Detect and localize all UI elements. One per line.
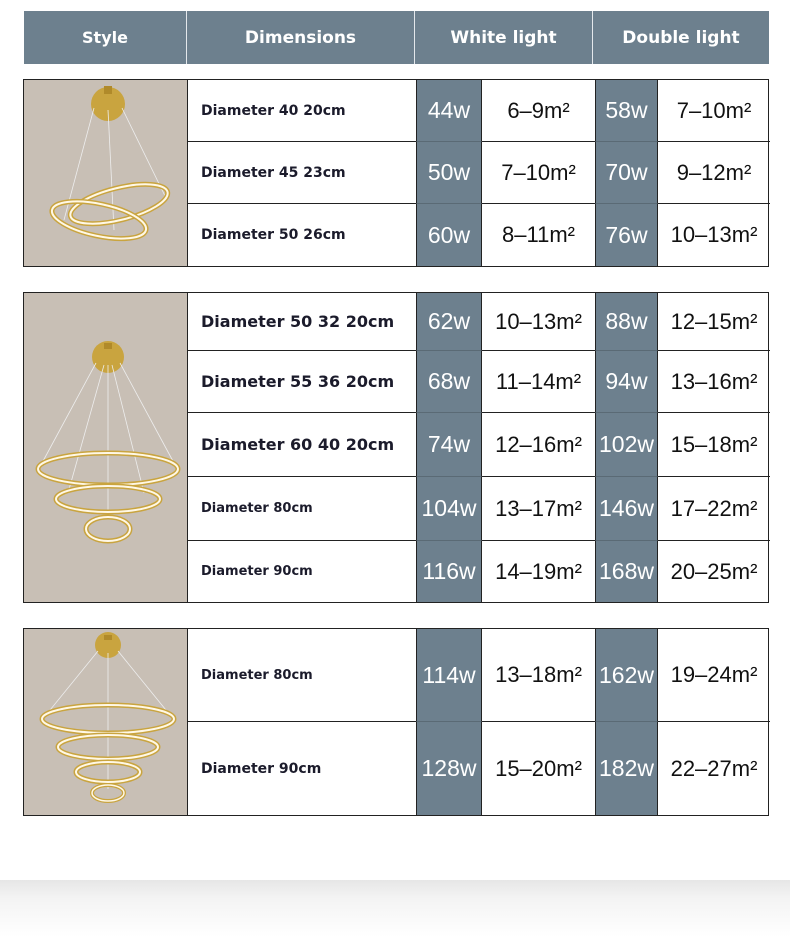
- product-image-four-ring: [24, 629, 188, 815]
- dimension-cell: Diameter 45 23cm: [188, 142, 416, 204]
- double-light-area: 10–13m²: [670, 222, 758, 247]
- dimension-cell: Diameter 80cm: [188, 629, 416, 722]
- double-light-wattage: 94w: [595, 351, 658, 413]
- product-image-two-ring: [24, 80, 188, 266]
- double-light-area: 13–16m²: [658, 351, 770, 413]
- double-light-wattage: 162w: [595, 629, 658, 722]
- double-light-area: 12–15m²: [658, 293, 770, 351]
- dimension-cell: Diameter 90cm: [201, 760, 322, 777]
- double-light-area: 20–25m²: [670, 558, 758, 584]
- double-light-wattage: 58w: [595, 80, 658, 142]
- double-light-wattage: 76w: [595, 204, 658, 266]
- white-light-area: 12–16m²: [482, 413, 595, 477]
- double-light-area: 7–10m²: [658, 80, 770, 142]
- table-header: [24, 11, 769, 64]
- white-light-area: 7–10m²: [482, 142, 595, 204]
- dimension-cell: Diameter 55 36 20cm: [188, 351, 416, 413]
- spec-group-3: [23, 628, 769, 816]
- double-light-area: 22–27m²: [670, 755, 758, 781]
- double-light-wattage: 88w: [595, 293, 658, 351]
- dimension-cell: Diameter 90cm: [201, 564, 313, 579]
- dimension-cell: Diameter 50 32 20cm: [188, 293, 416, 351]
- product-image-three-ring: [24, 293, 188, 602]
- footer-shadow-band: [0, 880, 790, 937]
- dimension-cell: Diameter 80cm: [188, 477, 416, 541]
- double-light-wattage: 70w: [595, 142, 658, 204]
- white-light-wattage: 114w: [416, 629, 482, 722]
- double-light-wattage: 146w: [595, 477, 658, 541]
- white-light-wattage: 116w: [416, 541, 482, 602]
- white-light-area: 10–13m²: [482, 293, 595, 351]
- white-light-wattage: 128w: [416, 722, 482, 815]
- double-light-area: 19–24m²: [658, 629, 770, 722]
- white-light-wattage: 74w: [416, 413, 482, 477]
- white-light-area: 13–18m²: [482, 629, 595, 722]
- double-light-wattage: 102w: [595, 413, 658, 477]
- white-light-wattage: 44w: [416, 80, 482, 142]
- white-light-area: 13–17m²: [482, 477, 595, 541]
- white-light-wattage: 104w: [416, 477, 482, 541]
- header-double-light: Double light: [593, 11, 769, 64]
- white-light-area: 6–9m²: [482, 80, 595, 142]
- header-style: Style: [24, 11, 187, 64]
- white-light-wattage: 62w: [416, 293, 482, 351]
- double-light-area: 15–18m²: [658, 413, 770, 477]
- white-light-area: 15–20m²: [495, 755, 582, 781]
- dimension-cell: Diameter 40 20cm: [188, 80, 416, 142]
- double-light-area: 9–12m²: [658, 142, 770, 204]
- spec-group-2: [23, 292, 769, 603]
- spec-group-1: [23, 79, 769, 267]
- dimension-cell: Diameter 60 40 20cm: [188, 413, 416, 477]
- white-light-wattage: 60w: [416, 204, 482, 266]
- header-dimensions: Dimensions: [187, 11, 415, 64]
- header-white-light: White light: [415, 11, 593, 64]
- white-light-area: 11–14m²: [482, 351, 595, 413]
- dimension-cell: Diameter 50 26cm: [201, 227, 346, 243]
- white-light-wattage: 68w: [416, 351, 482, 413]
- double-light-area: 17–22m²: [658, 477, 770, 541]
- white-light-area: 14–19m²: [495, 558, 582, 584]
- double-light-wattage: 182w: [595, 722, 658, 815]
- double-light-wattage: 168w: [595, 541, 658, 602]
- white-light-area: 8–11m²: [502, 222, 575, 247]
- white-light-wattage: 50w: [416, 142, 482, 204]
